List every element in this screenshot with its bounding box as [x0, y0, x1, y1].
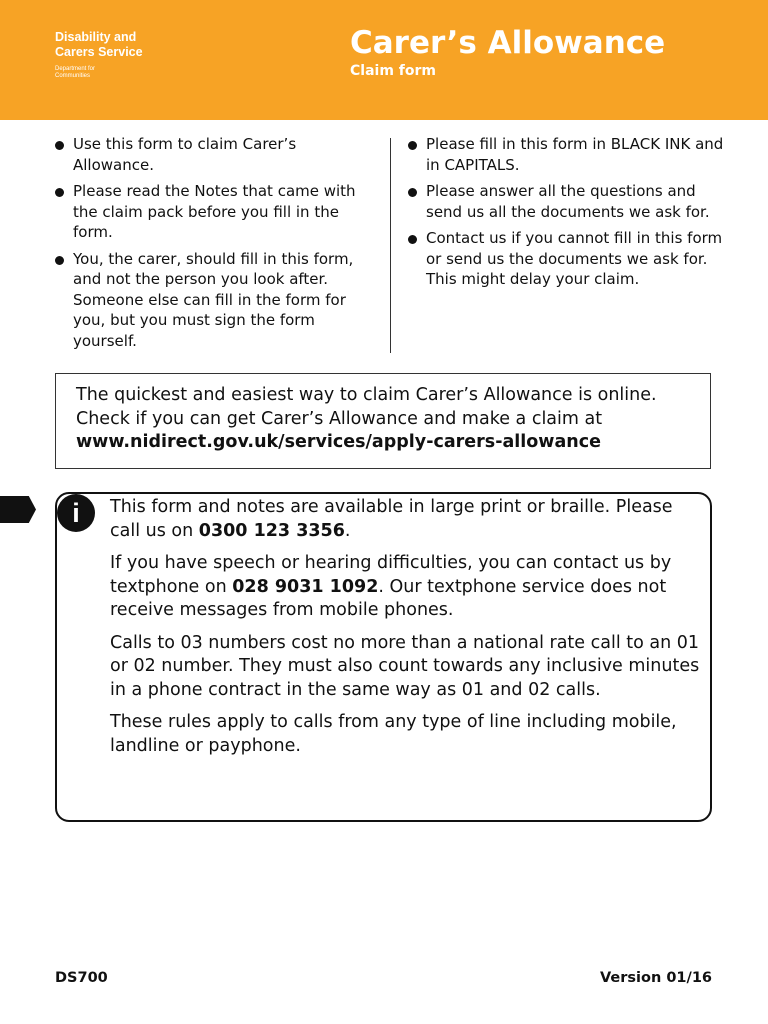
info-text	[110, 496, 700, 767]
info-icon: i	[57, 494, 95, 532]
org-name	[55, 30, 205, 60]
left-instructions	[55, 134, 375, 357]
large-print-text: This form and notes are available in large print or braille. Please call us on	[110, 497, 673, 541]
bullet-text: Contact us if you cannot fill in this form or send us the documents we ask for. This might delay your claim.	[426, 229, 723, 288]
textphone-paragraph	[110, 552, 700, 623]
right-instructions	[408, 134, 728, 296]
bullet-icon	[55, 141, 64, 150]
textphone-text: If you have speech or hearing difficulties, you can contact us by textphone on	[110, 553, 672, 597]
bullet-item	[408, 228, 728, 290]
org-name-line1: Disability and	[55, 30, 137, 44]
arrow-marker-icon	[0, 496, 36, 523]
bullet-item	[55, 181, 375, 243]
bullet-icon	[55, 256, 64, 265]
bullet-icon	[408, 235, 417, 244]
bullet-text: Please fill in this form in BLACK INK and in CAPITALS.	[426, 135, 724, 174]
call-cost-paragraph: Calls to 03 numbers cost no more than a national rate call to an 01 or 02 number. They must also count towards any inclusive minutes in a phone contract in the same way as 01 and 02 calls.	[110, 632, 700, 700]
org-name-line2: Carers Service	[55, 45, 143, 59]
online-claim-box	[55, 373, 711, 469]
bullet-text: Please answer all the questions and send us all the documents we ask for.	[426, 182, 710, 221]
bullet-icon	[408, 141, 417, 150]
bullet-item	[408, 134, 728, 175]
form-subtitle: Claim form	[350, 63, 436, 79]
bullet-text: You, the carer, should fill in this form, and not the person you look after. Someone else can fill in the form for you, but you must sign the form yourself.	[73, 249, 354, 350]
online-claim-text: The quickest and easiest way to claim Carer’s Allowance is online. Check if you can get Carer’s Allowance and make a claim at	[76, 385, 657, 429]
column-divider	[390, 138, 391, 353]
form-version: Version 01/16	[600, 970, 712, 986]
bullet-text: Use this form to claim Carer’s Allowance.	[73, 135, 297, 174]
department-line1: Department for	[55, 66, 96, 72]
large-print-paragraph	[110, 496, 700, 543]
textphone-note: . Our textphone service does not receive messages from mobile phones.	[110, 576, 667, 620]
bullet-item	[55, 134, 375, 175]
punctuation: .	[344, 520, 351, 541]
header-banner	[0, 0, 768, 120]
bullet-text: Please read the Notes that came with the claim pack before you fill in the form.	[73, 182, 356, 241]
online-claim-link[interactable]: www.nidirect.gov.uk/services/apply-carers-allowance	[76, 432, 601, 452]
department-line2: Communities	[55, 72, 91, 79]
bullet-item	[55, 249, 375, 352]
phone-number: 0300 123 3356	[198, 520, 345, 541]
bullet-icon	[55, 188, 64, 197]
form-code: DS700	[55, 970, 108, 986]
bullet-item	[408, 181, 728, 222]
department-name	[55, 66, 135, 79]
form-title: Carer’s Allowance	[350, 25, 666, 61]
bullet-icon	[408, 188, 417, 197]
line-type-paragraph: These rules apply to calls from any type of line including mobile, landline or payphone.	[110, 712, 677, 756]
textphone-number: 028 9031 1092	[232, 576, 379, 597]
